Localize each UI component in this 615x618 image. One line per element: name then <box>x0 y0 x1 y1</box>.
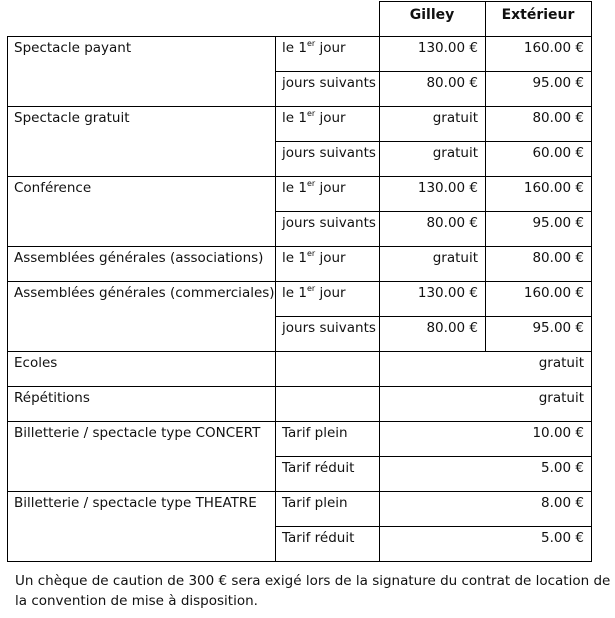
price-gilley: gratuit <box>432 145 478 161</box>
header-gilley: Gilley <box>409 7 455 23</box>
price-merged: 5.00 € <box>541 530 584 546</box>
grid-line <box>275 36 276 562</box>
grid-line <box>275 316 591 317</box>
row-sub-full-price: Tarif plein <box>282 425 348 441</box>
price-merged: gratuit <box>538 355 584 371</box>
grid-line <box>7 421 591 422</box>
row-sub-reduced-price: Tarif réduit <box>282 460 355 476</box>
price-exterieur: 95.00 € <box>532 320 584 336</box>
price-gilley: 80.00 € <box>426 215 478 231</box>
grid-line <box>7 176 591 177</box>
price-exterieur: 60.00 € <box>532 145 584 161</box>
price-exterieur: 95.00 € <box>532 75 584 91</box>
grid-line <box>7 246 591 247</box>
price-exterieur: 160.00 € <box>523 40 584 56</box>
price-merged: gratuit <box>538 390 584 406</box>
row-category: Billetterie / spectacle type CONCERT <box>14 425 261 441</box>
price-gilley: 130.00 € <box>417 40 478 56</box>
row-sub-first-day: le 1er jour <box>282 179 346 196</box>
row-category: Assemblées générales (associations) <box>14 250 264 266</box>
price-merged: 8.00 € <box>541 495 584 511</box>
row-category: Spectacle gratuit <box>14 110 130 126</box>
row-sub-first-day: le 1er jour <box>282 249 346 266</box>
row-category: Billetterie / spectacle type THEATRE <box>14 495 257 511</box>
price-merged: 5.00 € <box>541 460 584 476</box>
row-sub-reduced-price: Tarif réduit <box>282 530 355 546</box>
grid-line <box>379 1 380 562</box>
row-sub-first-day: le 1er jour <box>282 284 346 301</box>
grid-line <box>275 211 591 212</box>
header-exterieur: Extérieur <box>501 7 575 23</box>
row-category: Répétitions <box>14 390 90 406</box>
price-gilley: 130.00 € <box>417 285 478 301</box>
grid-line <box>275 526 591 527</box>
price-exterieur: 160.00 € <box>523 285 584 301</box>
price-exterieur: 95.00 € <box>532 215 584 231</box>
grid-line <box>7 351 591 352</box>
grid-line <box>275 456 591 457</box>
grid-line <box>485 1 486 351</box>
price-gilley: gratuit <box>432 110 478 126</box>
grid-line <box>275 71 591 72</box>
row-sub-first-day: le 1er jour <box>282 109 346 126</box>
grid-line <box>7 36 8 562</box>
row-sub-following-days: jours suivants <box>282 75 376 91</box>
grid-line <box>7 386 591 387</box>
row-category: Assemblées générales (commerciales) <box>14 285 275 301</box>
row-category: Conférence <box>14 180 92 196</box>
deposit-footnote: Un chèque de caution de 300 € sera exigé lors de la signature du contrat de location de la convention de mise à disposition. <box>15 573 611 609</box>
grid-line <box>7 36 591 37</box>
row-sub-full-price: Tarif plein <box>282 495 348 511</box>
row-sub-following-days: jours suivants <box>282 145 376 161</box>
grid-line <box>7 561 591 562</box>
grid-line <box>275 141 591 142</box>
price-gilley: 80.00 € <box>426 320 478 336</box>
price-gilley: gratuit <box>432 250 478 266</box>
row-sub-following-days: jours suivants <box>282 320 376 336</box>
row-category: Ecoles <box>14 355 58 371</box>
price-exterieur: 160.00 € <box>523 180 584 196</box>
price-gilley: 130.00 € <box>417 180 478 196</box>
row-sub-following-days: jours suivants <box>282 215 376 231</box>
grid-line <box>591 1 592 562</box>
grid-line <box>7 106 591 107</box>
price-exterieur: 80.00 € <box>532 250 584 266</box>
price-gilley: 80.00 € <box>426 75 478 91</box>
grid-line <box>7 491 591 492</box>
price-exterieur: 80.00 € <box>532 110 584 126</box>
row-sub-first-day: le 1er jour <box>282 39 346 56</box>
row-category: Spectacle payant <box>14 40 132 56</box>
price-merged: 10.00 € <box>532 425 584 441</box>
grid-line <box>7 281 591 282</box>
